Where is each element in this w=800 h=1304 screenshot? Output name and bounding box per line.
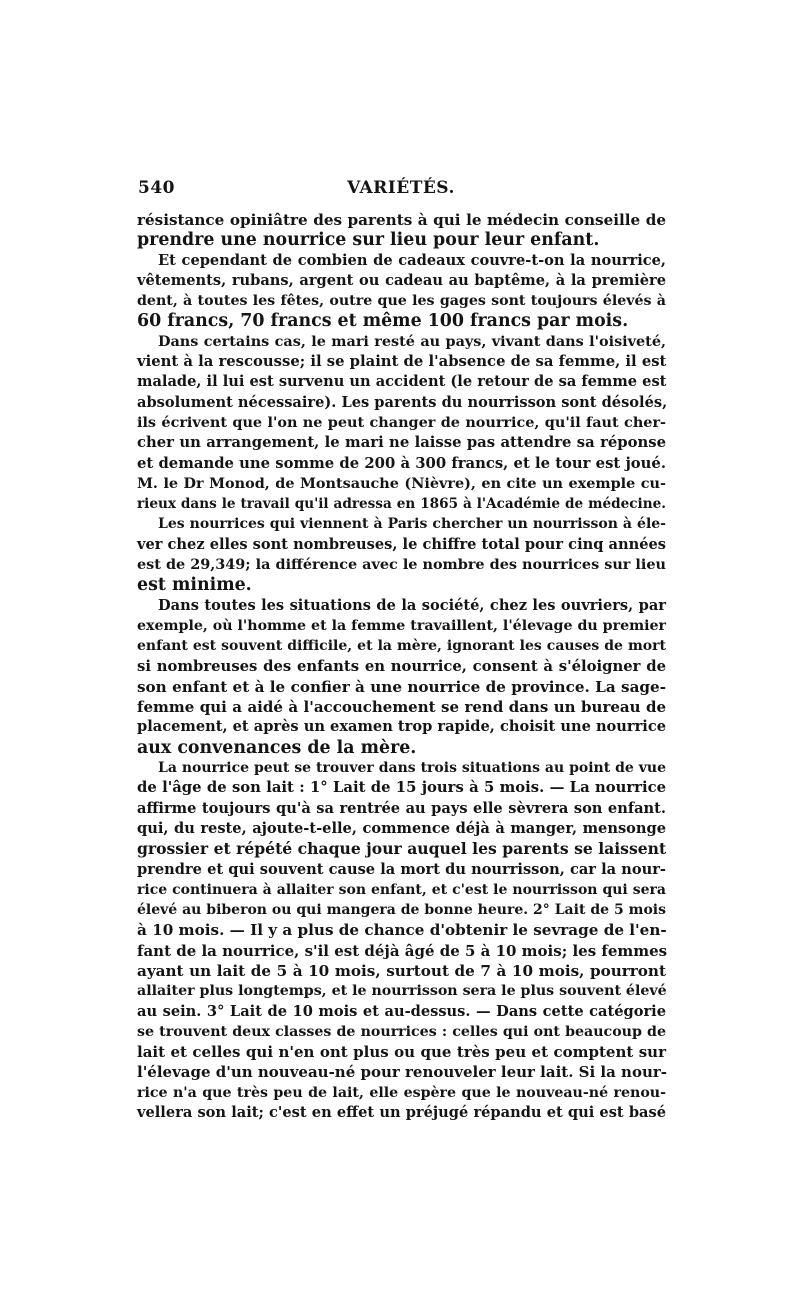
text-line: fant de la nourrice, s'il est déjà âgé de 5 à 10 mois; les femmes xyxy=(137,941,668,960)
text-line: l'élevage d'un nouveau-né pour renouveler leur lait. Si la nour- xyxy=(137,1063,667,1082)
text-line: si nombreuses des enfants en nourrice, consent à s'éloigner de xyxy=(137,657,666,675)
text-line: est de 29,349; la différence avec le nombre des nourrices sur lieu xyxy=(137,556,666,574)
text-line: élevé au biberon ou qui mangera de bonne heure. 2° Lait de 5 mois xyxy=(137,902,666,919)
text-line: Dans certains cas, le mari resté au pays, vivant dans l'oisiveté, xyxy=(158,332,666,350)
text-line: 60 francs, 70 francs et même 100 francs par mois. xyxy=(137,311,629,332)
text-line: allaiter plus longtemps, et le nourrisson sera le plus souvent élevé xyxy=(137,983,667,1000)
text-line: La nourrice peut se trouver dans trois situations au point de vue xyxy=(158,760,666,777)
text-line: absolument nécessaire). Les parents du nourrisson sont désolés, xyxy=(137,393,668,411)
text-line: de l'âge de son lait : 1° Lait de 15 jours à 5 mois. — La nourrice xyxy=(137,779,666,797)
text-line: affirme toujours qu'à sa rentrée au pays elle sèvrera son enfant. xyxy=(137,799,666,817)
text-line: malade, il lui est survenu un accident (le retour de sa femme est xyxy=(137,373,667,391)
text-line: prendre et qui souvent cause la mort du nourrisson, car la nour- xyxy=(137,860,666,878)
text-line: au sein. 3° Lait de 10 mois et au-dessus. — Dans cette catégorie xyxy=(137,1002,666,1020)
text-line: femme qui a aidé à l'accouchement se rend dans un bureau de xyxy=(137,698,666,717)
text-line: résistance opiniâtre des parents à qui le médecin conseille de xyxy=(137,211,666,229)
text-line: dent, à toutes les fêtes, outre que les gages sont toujours élevés à xyxy=(137,293,666,310)
text-line: prendre une nourrice sur lieu pour leur enfant. xyxy=(137,230,600,251)
text-line: à 10 mois. — Il y a plus de chance d'obtenir le sevrage de l'en- xyxy=(137,921,667,940)
text-line: rice n'a que très peu de lait, elle espère que le nouveau-né renou- xyxy=(137,1084,666,1101)
text-line: vient à la rescousse; il se plaint de l'absence de sa femme, il est xyxy=(137,353,667,371)
text-line: grossier et répété chaque jour auquel les parents se laissent xyxy=(137,839,667,859)
text-line: Les nourrices qui viennent à Paris chercher un nourrisson à éle- xyxy=(158,516,666,533)
page-number: 540 xyxy=(138,178,175,198)
text-line: rieux dans le travail qu'il adressa en 1865 à l'Académie de médecine. xyxy=(137,496,666,513)
running-title: VARIÉTÉS. xyxy=(347,178,455,198)
text-line: vêtements, rubans, argent ou cadeau au baptême, à la première xyxy=(137,271,666,289)
text-line: cher un arrangement, le mari ne laisse pas attendre sa réponse xyxy=(137,434,666,452)
text-line: Et cependant de combien de cadeaux couvre-t-on la nourrice, xyxy=(158,251,666,269)
text-line: se trouvent deux classes de nourrices : celles qui ont beaucoup de xyxy=(137,1023,666,1040)
text-line: Dans toutes les situations de la société, chez les ouvriers, par xyxy=(158,596,666,614)
text-line: M. le Dr Monod, de Montsauche (Nièvre), en cite un exemple cu- xyxy=(137,474,666,492)
text-line: son enfant et à le confier à une nourrice de province. La sage- xyxy=(137,677,666,696)
text-line: rice continuera à allaiter son enfant, et c'est le nourrisson qui sera xyxy=(137,881,666,898)
text-line: vellera son lait; c'est en effet un préjugé répandu et qui est basé xyxy=(137,1104,666,1122)
body-text xyxy=(137,210,666,1123)
text-line: aux convenances de la mère. xyxy=(137,737,417,758)
text-line: lait et celles qui n'en ont plus ou que très peu et comptent sur xyxy=(137,1043,666,1062)
text-line: est minime. xyxy=(137,575,252,596)
text-line: enfant est souvent difficile, et la mère, ignorant les causes de mort xyxy=(137,638,666,655)
text-line: et demande une somme de 200 à 300 francs, et le tour est joué. xyxy=(137,454,666,472)
text-line: qui, du reste, ajoute-t-elle, commence déjà à manger, mensonge xyxy=(137,819,666,837)
text-line: placement, et après un examen trop rapide, choisit une nourrice xyxy=(137,718,666,736)
text-line: ils écrivent que l'on ne peut changer de nourrice, qu'il faut cher- xyxy=(137,413,666,431)
text-line: ayant un lait de 5 à 10 mois, surtout de 7 à 10 mois, pourront xyxy=(137,961,666,980)
running-head xyxy=(138,178,664,204)
text-line: ver chez elles sont nombreuses, le chiffre total pour cinq années xyxy=(137,535,666,553)
text-line: exemple, où l'homme et la femme travaillent, l'élevage du premier xyxy=(137,617,666,634)
